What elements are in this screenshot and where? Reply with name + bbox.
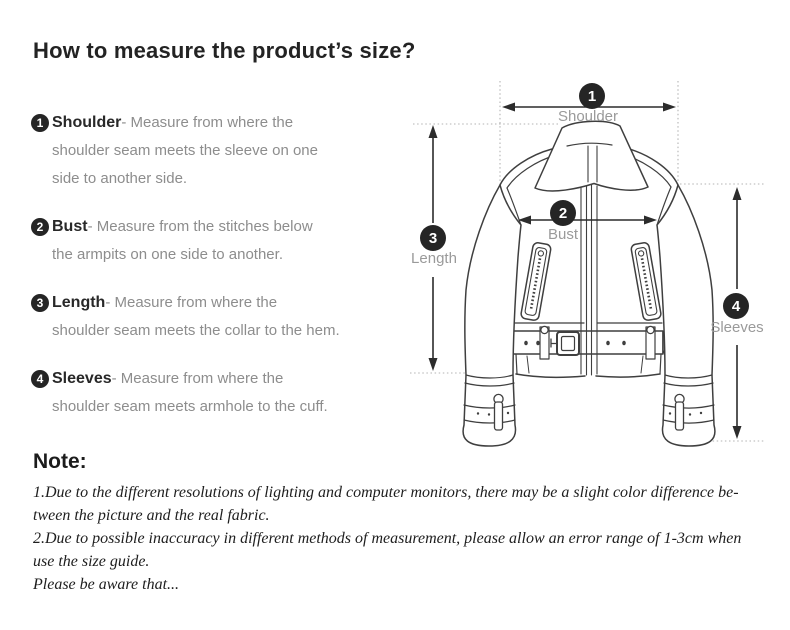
jacket-measurement-diagram — [400, 75, 790, 465]
note-section — [33, 450, 778, 596]
note-line: use the size guide. — [33, 553, 150, 570]
measure-desc: shoulder seam meets the sleeve on one — [52, 142, 318, 159]
list-item-shoulder — [31, 109, 403, 193]
measure-desc: - Measure from where the — [111, 370, 284, 387]
measure-desc: - Measure from the stitches below — [87, 218, 313, 235]
note-title: Note: — [33, 450, 87, 473]
measure-desc: side to another side. — [52, 170, 188, 187]
measure-label: Bust — [52, 218, 88, 235]
jacket — [463, 121, 715, 446]
jacket-line-drawing — [400, 75, 790, 465]
measure-label: Length — [52, 294, 106, 311]
number-badge: 2 — [31, 218, 49, 236]
number-badge: 1 — [31, 114, 49, 132]
page-title: How to measure the product’s size? — [33, 38, 416, 63]
left-chest-pocket — [520, 242, 551, 321]
measurement-instructions — [31, 109, 403, 441]
measure-desc: shoulder seam meets the collar to the hem. — [52, 322, 340, 339]
diagram-badge-bust: 2 — [550, 200, 576, 226]
number-badge: 3 — [31, 294, 49, 312]
diagram-badge-length: 3 — [420, 225, 446, 251]
belt-buckle — [557, 332, 579, 355]
diagram-badge-sleeves: 4 — [723, 293, 749, 319]
diagram-badge-shoulder: 1 — [579, 83, 605, 109]
measure-label: Sleeves — [52, 370, 112, 387]
cuff-buckle-strap — [676, 402, 684, 430]
measure-desc: - Measure from where the — [105, 294, 278, 311]
right-chest-pocket — [631, 242, 662, 321]
diagram-label-sleeves: Sleeves — [710, 319, 764, 336]
hem-bottom — [516, 374, 660, 377]
number-badge: 4 — [31, 370, 49, 388]
note-line: 2.Due to possible inaccuracy in different methods of measurement, please allow an error range of 1-3cm when — [33, 530, 742, 547]
collar — [535, 121, 648, 191]
measure-desc: shoulder seam meets armhole to the cuff. — [52, 398, 328, 415]
measure-desc: the armpits on one side to another. — [52, 246, 283, 263]
note-line: Please be aware that... — [33, 576, 180, 593]
cuff-buckle-strap — [495, 402, 503, 430]
note-line: 1.Due to the different resolutions of lighting and computer monitors, there may be a slight color difference be- — [33, 484, 739, 501]
diagram-label-shoulder: Shoulder — [557, 108, 619, 125]
list-item-bust — [31, 213, 403, 269]
diagram-label-length: Length — [411, 250, 457, 267]
measure-desc: - Measure from where the — [121, 114, 294, 131]
note-line: tween the picture and the real fabric. — [33, 507, 270, 524]
left-sleeve — [463, 185, 521, 446]
diagram-label-bust: Bust — [547, 226, 579, 243]
list-item-sleeves — [31, 365, 403, 421]
right-sleeve — [657, 185, 715, 446]
measure-label: Shoulder — [52, 114, 122, 131]
list-item-length — [31, 289, 403, 345]
